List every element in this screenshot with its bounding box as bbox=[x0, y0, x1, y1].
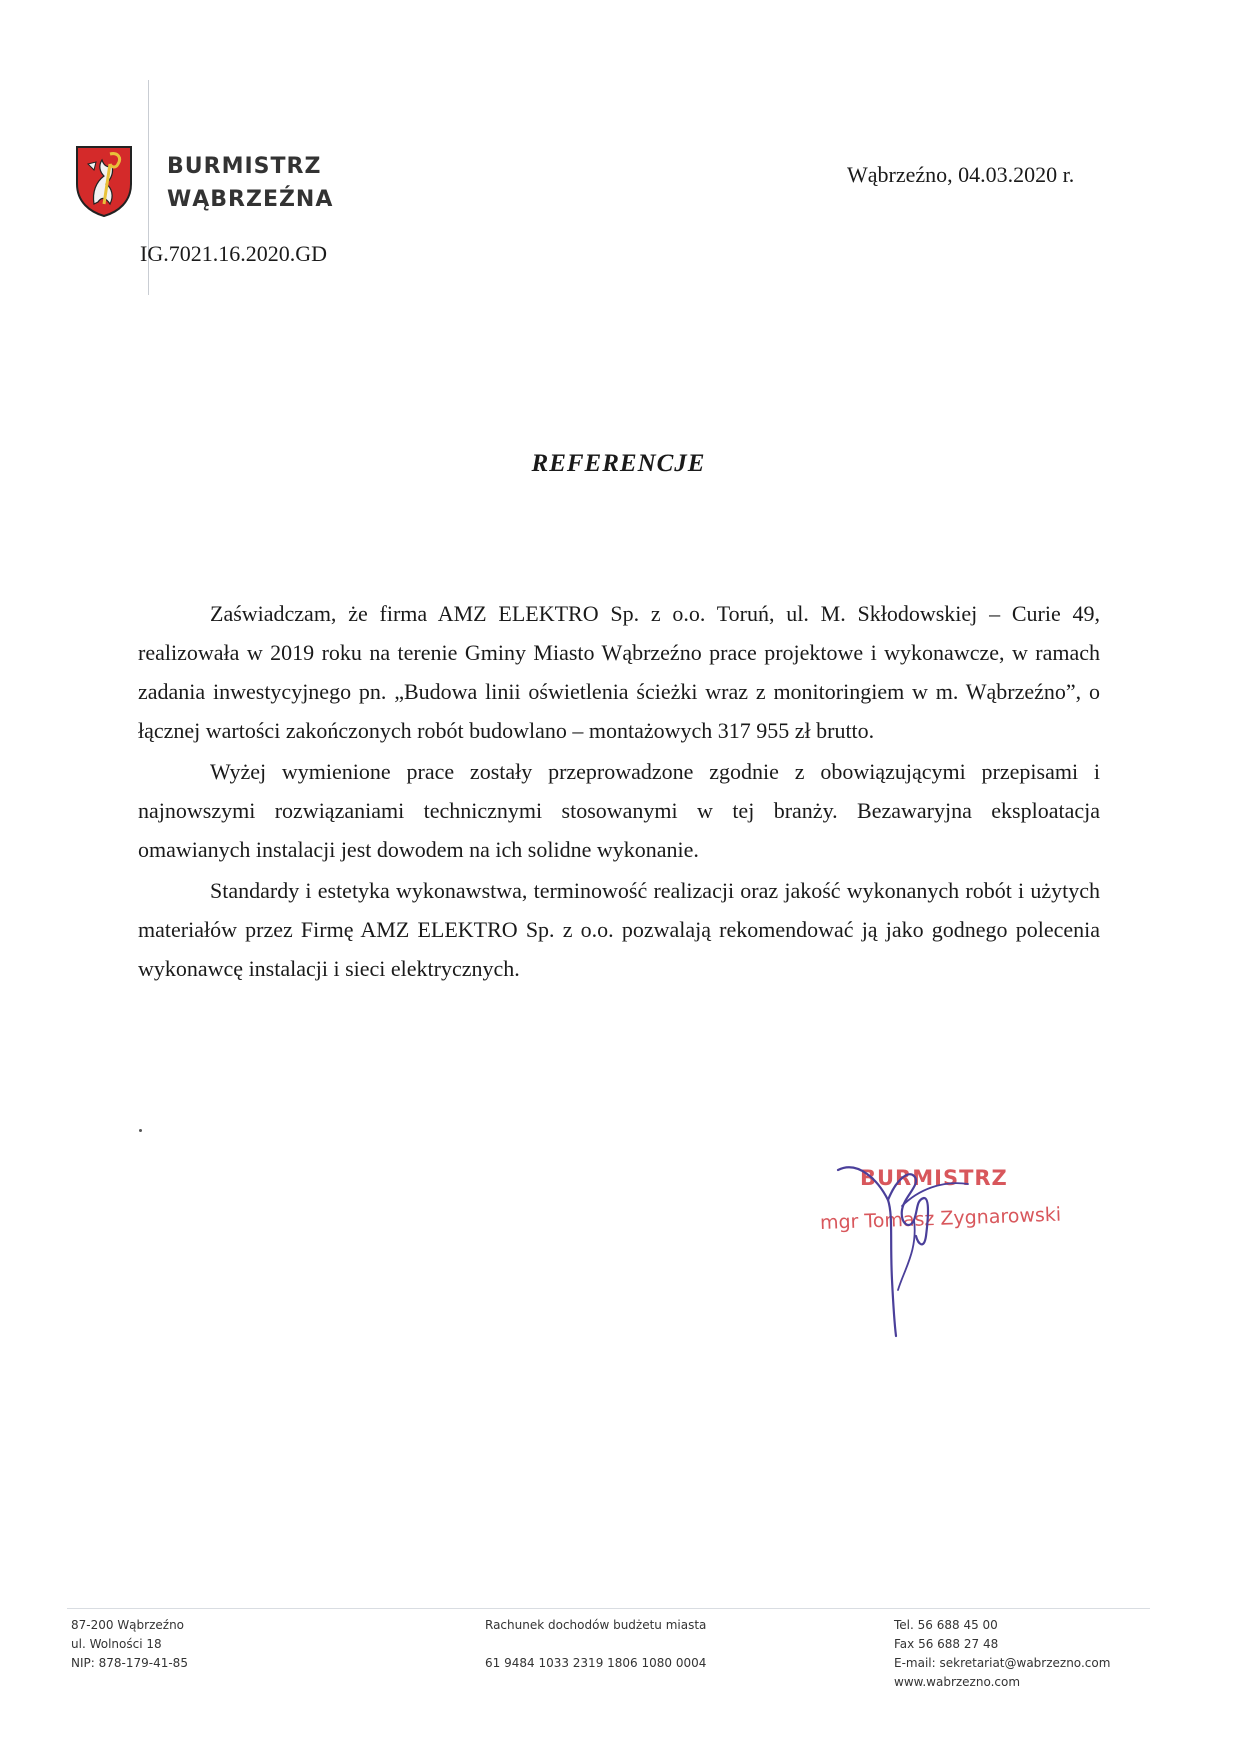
paragraph-3: Standardy i estetyka wykonawstwa, terminowość realizacji oraz jakość wykonanych robót i użytych materiałów przez Firmę AMZ ELEKTRO Sp. z o.o. pozwalają rekomendować ją jako godnego polecenia wykonawcę instalacji i sieci elektrycznych. bbox=[138, 878, 1100, 981]
stamp-name: mgr Tomasz Zygnarowski bbox=[819, 1203, 1062, 1234]
document-title: REFERENCJE bbox=[531, 450, 706, 477]
footer-fax: Fax 56 688 27 48 bbox=[894, 1637, 999, 1651]
footer-tel: Tel. 56 688 45 00 bbox=[894, 1618, 998, 1632]
footer-email: E-mail: sekretariat@wabrzezno.com bbox=[894, 1656, 1111, 1670]
letter-body bbox=[138, 594, 1100, 990]
footer-divider bbox=[67, 1608, 1150, 1609]
footer-account-number: 61 9484 1033 2319 1806 1080 0004 bbox=[485, 1656, 707, 1670]
footer-nip: NIP: 878-179-41-85 bbox=[71, 1656, 188, 1670]
footer-address bbox=[71, 1616, 188, 1673]
footer-bank bbox=[485, 1616, 706, 1673]
issuer-line-1: BURMISTRZ bbox=[167, 154, 322, 179]
issuer-line-2: WĄBRZEŹNA bbox=[167, 187, 334, 212]
paragraph-1: Zaświadczam, że firma AMZ ELEKTRO Sp. z o.o. Toruń, ul. M. Skłodowskiej – Curie 49, realizowała w 2019 roku na terenie Gminy Miasto Wąbrzeźno prace projektowe i wykonawcze, w ramach zadania inwestycyjnego pn. „Budowa linii oświetlenia ścieżki wraz z monitoringiem w m. Wąbrzeźno”, o łącznej wartości zakończonych robót budowlano – montażowych 317 955 zł brutto. bbox=[138, 601, 1100, 743]
stray-dot bbox=[139, 1129, 142, 1132]
stamp-title: BURMISTRZ bbox=[860, 1166, 1008, 1190]
coat-of-arms-icon bbox=[74, 144, 134, 218]
handwritten-signature bbox=[818, 1140, 1018, 1340]
footer-www: www.wabrzezno.com bbox=[894, 1675, 1021, 1689]
reference-number: IG.7021.16.2020.GD bbox=[140, 241, 327, 266]
issuer-name bbox=[167, 150, 333, 216]
footer-address-line-1: 87-200 Wąbrzeźno bbox=[71, 1618, 185, 1632]
footer-address-line-2: ul. Wolności 18 bbox=[71, 1637, 162, 1651]
paragraph-2: Wyżej wymienione prace zostały przeprowadzone zgodnie z obowiązującymi przepisami i najnowszymi rozwiązaniami technicznymi stosowanymi w tej branży. Bezawaryjna eksploatacja omawianych instalacji jest dowodem na ich solidne wykonanie. bbox=[138, 759, 1100, 862]
document-date: Wąbrzeźno, 04.03.2020 r. bbox=[847, 162, 1075, 187]
footer-account-label: Rachunek dochodów budżetu miasta bbox=[485, 1618, 707, 1632]
footer-contact bbox=[894, 1616, 1110, 1692]
